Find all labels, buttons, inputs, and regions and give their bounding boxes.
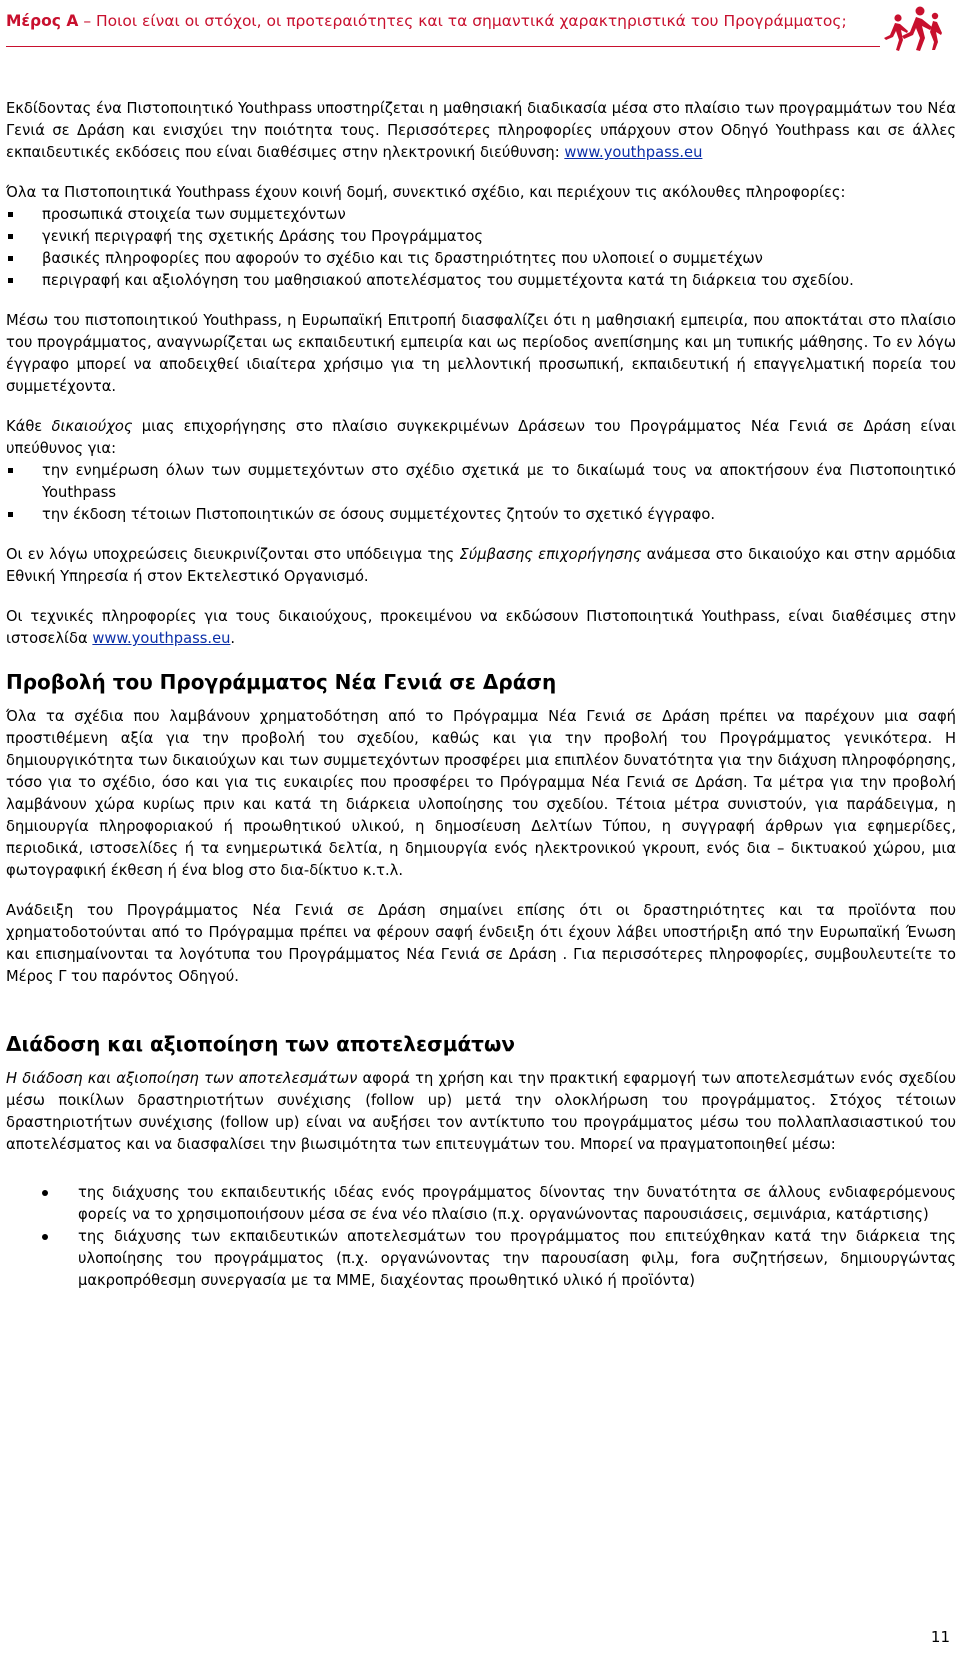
technical-paragraph — [6, 606, 956, 650]
list-item — [6, 270, 956, 292]
technical-end: . — [230, 630, 236, 647]
dissemination-list — [6, 1182, 956, 1292]
list-item — [6, 248, 956, 270]
square-bullet-icon — [8, 234, 13, 239]
list-item — [6, 504, 956, 526]
obligations-before: Οι εν λόγω υποχρεώσεις διευκρινίζονται στο υπόδειγμα της — [6, 546, 460, 563]
list-item-text: την ενημέρωση όλων των συμμετεχόντων στο σχέδιο σχετικά με το δικαίωμά τους να αποκτήσουν ένα Πιστοποιητικό Youthpass — [42, 462, 956, 501]
list-item — [6, 226, 956, 248]
list-item-text: γενική περιγραφή της σχετικής Δράσης του Προγράμματος — [42, 228, 483, 245]
square-bullet-icon — [8, 468, 13, 473]
dissemination-paragraph — [6, 1068, 956, 1156]
document-body — [6, 98, 956, 1292]
list-item-text: βασικές πληροφορίες που αφορούν το σχέδιο και τις δραστηριότητες που υλοποιεί ο συμμετέχων — [42, 250, 763, 267]
square-bullet-icon — [8, 278, 13, 283]
header-title-text: – Ποιοι είναι οι στόχοι, οι προτεραιότητες και τα σημαντικά χαρακτηριστικά του Προγράμματος; — [78, 12, 847, 30]
square-bullet-icon — [8, 512, 13, 517]
header-part-label: Μέρος Α — [6, 12, 79, 30]
page-header — [0, 0, 960, 60]
list-item-text: της διάχυσης των εκπαιδευτικών αποτελεσμάτων του προγράμματος που επιτεύχθηκαν κατά την διάρκεια της υλοποίησης του προγράμματος (π.χ. οργανώνοντας την παρουσίαση φιλμ, fora συζητήσεων, δημιουργώντας μακροπρόθεσμη συνεργασία με τα ΜΜΕ, διαχέοντας προωθητικό υλικό ή προϊόντα) — [78, 1228, 956, 1289]
list-item — [6, 1226, 956, 1292]
structure-list — [6, 204, 956, 292]
list-item-text: της διάχυσης του εκπαιδευτικής ιδέας ενός προγράμματος δίνοντας την δυνατότητα σε άλλους ενδιαφερόμενους φορείς να το χρησιμοποιήσουν μέσα σε ένα νέο πλαίσιο (π.χ. οργανώνοντας παρουσιάσεις, σεμινάρια, κατάρτισης) — [78, 1184, 956, 1223]
beneficiary-after: μιας επιχορήγησης στο πλαίσιο συγκεκριμένων Δράσεων του Προγράμματος Νέα Γενιά σε Δράση είναι υπεύθυνος για: — [6, 418, 956, 457]
technical-text: Οι τεχνικές πληροφορίες για τους δικαιούχους, προκειμένου να εκδώσουν Πιστοποιητικά Youthpass, είναι διαθέσιμες στην ιστοσελίδα — [6, 608, 956, 647]
intro-text: Εκδίδοντας ένα Πιστοποιητικό Youthpass υποστηρίζεται η μαθησιακή διαδικασία μέσα στο πλαίσιο των προγραμμάτων του Νέα Γενιά σε Δράση και ενισχύει την ποιότητα τους. Περισσότερες πληροφορίες υπάρχουν στον Οδηγό Youthpass και σε άλλες εκπαιδευτικές εκδόσεις που είναι διαθέσιμες στην ηλεκτρονική διεύθυνση: — [6, 100, 956, 161]
structure-intro: Όλα τα Πιστοποιητικά Youthpass έχουν κοινή δομή, συνεκτικό σχέδιο, και περιέχουν τις ακόλουθες πληροφορίες: — [6, 184, 846, 201]
header-rule — [6, 46, 880, 47]
obligations-after: ανάμεσα στο δικαιούχο και στην αρμόδια Εθνική Υπηρεσία ή στον Εκτελεστικό Οργανισμό. — [6, 546, 956, 585]
beneficiary-list — [6, 460, 956, 526]
list-item — [6, 1182, 956, 1226]
dissemination-text: αφορά τη χρήση και την πρακτική εφαρμογή των αποτελεσμάτων ενός σχεδίου μέσω ποικίλων δραστηριοτήτων συνέχισης (follow up) μετά την ολοκλήρωση του προγράμματος. Στόχος τέτοιων δραστηριοτήτων συνέχισης (follow up) είναι να αυξήσει τον αντίκτυπο του προγράμματος μέσω του πολλαπλασιαστικού του αποτελέσματος και να διασφαλίσει την βιωσιμότητα των επιτευγμάτων του. Μπορεί να πραγματοποιηθεί μέσω: — [6, 1070, 956, 1153]
square-bullet-icon — [8, 212, 13, 217]
page-number: 11 — [930, 1628, 950, 1646]
youth-in-action-figures-logo-icon — [880, 4, 944, 54]
square-bullet-icon — [8, 256, 13, 261]
list-item-text: περιγραφή και αξιολόγηση του μαθησιακού αποτελέσματος του συμμετέχοντα κατά τη διάρκεια του σχεδίου. — [42, 272, 854, 289]
youthpass-link[interactable]: www.youthpass.eu — [92, 630, 231, 647]
round-bullet-icon — [42, 1190, 48, 1196]
beneficiary-paragraph — [6, 416, 956, 460]
obligations-paragraph — [6, 544, 956, 588]
round-bullet-icon — [42, 1234, 48, 1240]
list-item-text: προσωπικά στοιχεία των συμμετεχόντων — [42, 206, 346, 223]
list-item — [6, 460, 956, 504]
promotion-paragraph-2: Ανάδειξη του Προγράμματος Νέα Γενιά σε Δράση σημαίνει επίσης ότι οι δραστηριότητες και τα προϊόντα που χρηματοδοτούνται από το Πρόγραμμα πρέπει να φέρουν σαφή ένδειξη ότι έχουν λάβει υποστήριξη από την Ευρωπαϊκή Ένωση και επισημαίνονται τα λογότυπα του Προγράμματος Νέα Γενιά σε Δράση . Για περισσότερες πληροφορίες, συμβουλευτείτε το Μέρος Γ του παρόντος Οδηγού. — [6, 902, 956, 985]
header-title — [6, 12, 886, 30]
dissemination-italic-lead: Η διάδοση και αξιοποίηση των αποτελεσμάτων — [6, 1070, 358, 1087]
youthpass-link[interactable]: www.youthpass.eu — [564, 144, 703, 161]
dissemination-heading: Διάδοση και αξιοποίηση των αποτελεσμάτων — [6, 1032, 515, 1056]
list-item-text: την έκδοση τέτοιων Πιστοποιητικών σε όσους συμμετέχοντες ζητούν το σχετικό έγγραφο. — [42, 506, 716, 523]
obligations-italic: Σύμβασης επιχορήγησης — [459, 546, 642, 563]
promotion-heading: Προβολή του Προγράμματος Νέα Γενιά σε Δράση — [6, 670, 557, 694]
beneficiary-italic: δικαιούχος — [51, 418, 133, 435]
promotion-paragraph-1: Όλα τα σχέδια που λαμβάνουν χρηματοδότηση από το Πρόγραμμα Νέα Γενιά σε Δράση πρέπει να παρέχουν μια σαφή προστιθέμενη αξία για την προβολή του σχεδίου, καθώς και για την προβολή του Προγράμματος γενικότερα. Η δημιουργικότητα των δικαιούχων και των συμμετεχόντων προσφέρει μια επιπλέον δυνατότητα για την διάχυση πληροφόρησης, τόσο για το σχέδιο, όσο και για τις ευκαιρίες που προσφέρει το Πρόγραμμα Νέα Γενιά σε Δράση. Τα μέτρα για την προβολή λαμβάνουν χώρα κυρίως πριν και κατά τη διάρκεια υλοποίησης του σχεδίου. Τέτοια μέτρα συνιστούν, για παράδειγμα, η δημιουργία πληροφοριακού ή προωθητικού υλικού, η δημοσίευση Δελτίων Τύπου, η συγγραφή άρθρων για εφημερίδες, περιοδικά, ιστοσελίδες ή τα ενημερωτικά δελτία, η δημιουργία ενός ηλεκτρονικού γκρουπ, ενός δια – δικτυακού χώρου, μια φωτογραφική έκθεση ή ένα blog στο δια-δίκτυο κ.τ.λ. — [6, 708, 956, 879]
commission-paragraph: Μέσω του πιστοποιητικού Youthpass, η Ευρωπαϊκή Επιτροπή διασφαλίζει ότι η μαθησιακή εμπειρία, που αποκτάται στο πλαίσιο του προγράμματος, αναγνωρίζεται ως εκπαιδευτική εμπειρία και ως περίοδος ανεπίσημης και μη τυπικής μάθησης. Το εν λόγω έγγραφο μπορεί να αποδειχθεί ιδιαίτερα χρήσιμο για τη μελλοντική προσωπική, εκπαιδευτική ή επαγγελματική πορεία του συμμετέχοντα. — [6, 312, 956, 395]
intro-paragraph — [6, 98, 956, 164]
list-item — [6, 204, 956, 226]
beneficiary-before: Κάθε — [6, 418, 52, 435]
